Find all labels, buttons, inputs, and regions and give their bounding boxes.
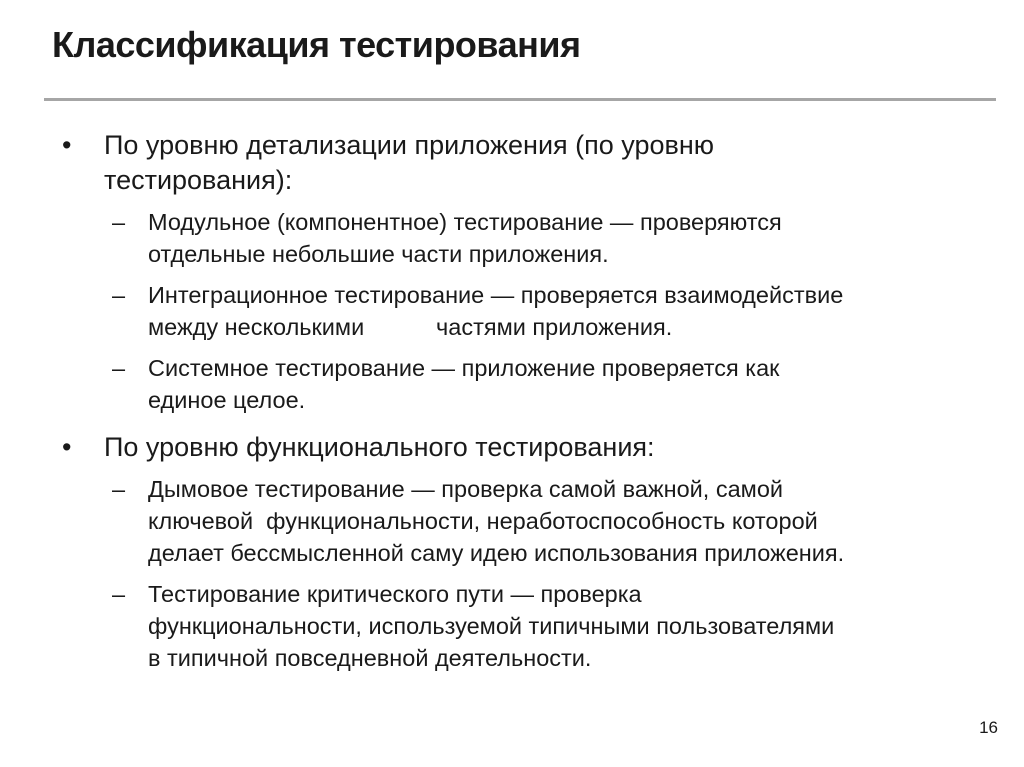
sub-list xyxy=(60,473,960,674)
sub-item-marker: – xyxy=(112,581,126,607)
title-divider xyxy=(44,98,996,101)
sub-item-text: Интеграционное тестирование — проверяется взаимодействие между несколькими частями приложения. xyxy=(148,282,850,340)
sub-item-unit-testing xyxy=(60,206,960,270)
sub-item-text: Модульное (компонентное) тестирование — проверяются отдельные небольшие части приложения. xyxy=(148,209,789,267)
sub-item-marker: – xyxy=(112,282,126,308)
sub-item-integration-testing xyxy=(60,279,960,343)
sub-item-marker: – xyxy=(112,355,126,381)
sub-list xyxy=(60,206,960,416)
sub-item-marker: – xyxy=(112,209,126,235)
bullet-text: По уровню детализации приложения (по уровню тестирования): xyxy=(104,130,715,195)
bullet-row xyxy=(60,128,960,198)
sub-item-system-testing xyxy=(60,352,960,416)
sub-item-text: Тестирование критического пути — проверка функциональности, используемой типичными пользователями в типичной повседневной деятельности. xyxy=(148,581,841,671)
bullet-functional-level xyxy=(60,430,960,674)
bullet-marker: • xyxy=(62,432,72,462)
bullet-text: По уровню функционального тестирования: xyxy=(104,432,655,462)
slide-content xyxy=(60,128,960,688)
sub-item-critical-path-testing xyxy=(60,578,960,674)
page-number: 16 xyxy=(979,718,998,737)
sub-item-text: Дымовое тестирование — проверка самой важной, самой ключевой функциональности, неработоспособность которой делает бессмысленной саму идею использования приложения. xyxy=(148,476,845,566)
bullet-detail-level xyxy=(60,128,960,416)
sub-item-smoke-testing xyxy=(60,473,960,569)
sub-item-text: Системное тестирование — приложение проверяется как единое целое. xyxy=(148,355,786,413)
sub-item-marker: – xyxy=(112,476,126,502)
bullet-marker: • xyxy=(62,130,72,160)
bullet-row xyxy=(60,430,960,465)
slide-title: Классификация тестирования xyxy=(52,24,581,65)
